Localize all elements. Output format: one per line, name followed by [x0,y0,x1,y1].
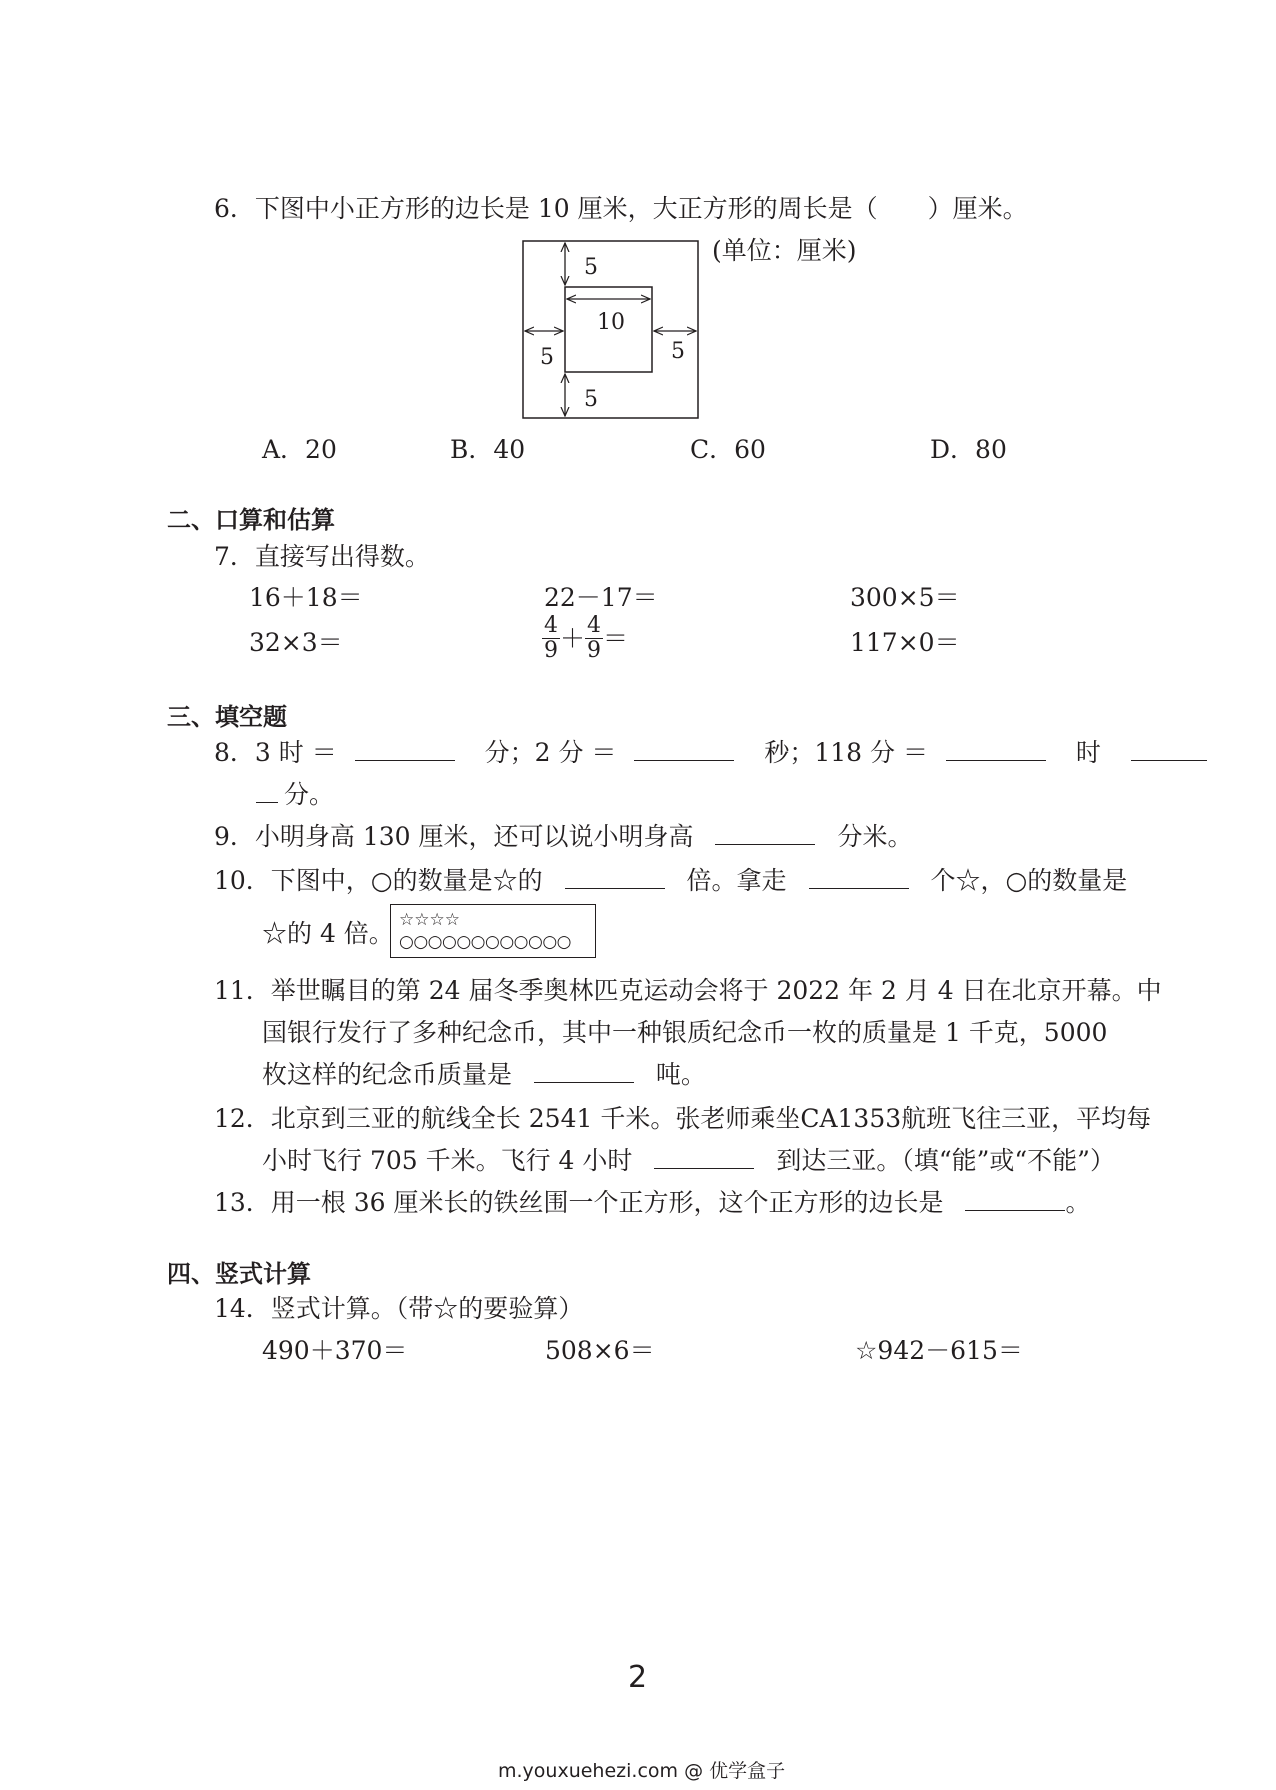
q10-stars: ☆☆☆☆ [399,910,460,930]
q8-blank-3[interactable] [946,738,1046,761]
q7-text: 7．直接写出得数。 [214,542,430,571]
q10-circles: ○○○○○○○○○○○○ [399,932,572,952]
fraction-2: $\frac{4}{9}$ [587,613,602,663]
q8-blank-4b[interactable] [256,780,278,803]
q6-option-c: C．60 [690,435,766,464]
q14-item-3: ☆942－615＝ [855,1336,1023,1365]
label-small-side: 10 [597,310,625,335]
q6-text: 6．下图中小正方形的边长是 10 厘米，大正方形的周长是（ ）厘米。 [214,194,1028,223]
q8-blank-4a[interactable] [1131,738,1207,761]
q11-line-3: 枚这样的纪念币质量是 吨。 [262,1060,706,1089]
section-2-title: 二、口算和估算 [167,506,335,534]
q11-line-2: 国银行发行了多种纪念币，其中一种银质纪念币一枚的质量是 1 千克，5000 [262,1018,1108,1047]
q10-line-2: ☆的 4 倍。 [262,919,394,948]
q9: 9．小明身高 130 厘米，还可以说小明身高 分米。 [214,822,913,851]
q13: 13．用一根 36 厘米长的铁丝围一个正方形，这个正方形的边长是 。 [214,1188,1091,1217]
label-left-gap: 5 [540,345,554,370]
q7-item-2: 22－17＝ [544,583,658,612]
q13-blank[interactable] [965,1188,1065,1211]
q6-square-figure [522,240,702,422]
q7-item-6: 117×0＝ [850,628,960,657]
q8-line-2: 分。 [256,780,334,810]
q12-blank[interactable] [654,1146,754,1169]
q6-option-d: D．80 [930,435,1007,464]
q10-blank-2[interactable] [809,866,909,889]
section-3-title: 三、填空题 [167,703,287,731]
q11-blank[interactable] [534,1060,634,1083]
q14-text: 14．竖式计算。（带☆的要验算） [214,1294,584,1323]
label-right-gap: 5 [671,339,685,364]
q8-line-1: 8．3 时 ＝ 分；2 分 ＝ 秒；118 分 ＝ 时 [214,738,1207,768]
q7-item-5-fraction-sum: $\frac{4}{9}$ ＋ $\frac{4}{9}$ ＝ [544,613,629,663]
footer-site: m.youxuehezi.com @ 优学盒子 [498,1760,786,1782]
q14-item-1: 490＋370＝ [262,1336,408,1365]
label-bottom-gap: 5 [584,387,598,412]
q8-blank-2[interactable] [634,738,734,761]
page-number: 2 [628,1660,648,1695]
q6-unit-note: (单位：厘米) [712,236,857,265]
q11-line-1: 11．举世瞩目的第 24 届冬季奥林匹克运动会将于 2022 年 2 月 4 日在北京开幕。中 [214,976,1162,1005]
q10-shape-box [390,904,596,958]
q9-blank[interactable] [715,822,815,845]
q14-item-2: 508×6＝ [545,1336,655,1365]
fraction-1: $\frac{4}{9}$ [544,613,558,663]
q10-line-1: 10．下图中，○的数量是☆的 倍。拿走 个☆，○的数量是 [214,866,1128,895]
q10-blank-1[interactable] [565,866,665,889]
section-4-title: 四、竖式计算 [167,1260,311,1288]
q7-item-4: 32×3＝ [249,628,343,657]
q7-item-1: 16＋18＝ [249,583,363,612]
q12-line-2: 小时飞行 705 千米。飞行 4 小时 到达三亚。（填“能”或“不能”） [262,1146,1115,1175]
q6-option-a: A．20 [262,435,337,464]
q7-item-3: 300×5＝ [850,583,960,612]
q12-line-1: 12．北京到三亚的航线全长 2541 千米。张老师乘坐CA1353航班飞往三亚，平均每 [214,1104,1152,1133]
label-top-gap: 5 [584,255,598,280]
q6-option-b: B．40 [450,435,526,464]
q8-blank-1[interactable] [355,738,455,761]
